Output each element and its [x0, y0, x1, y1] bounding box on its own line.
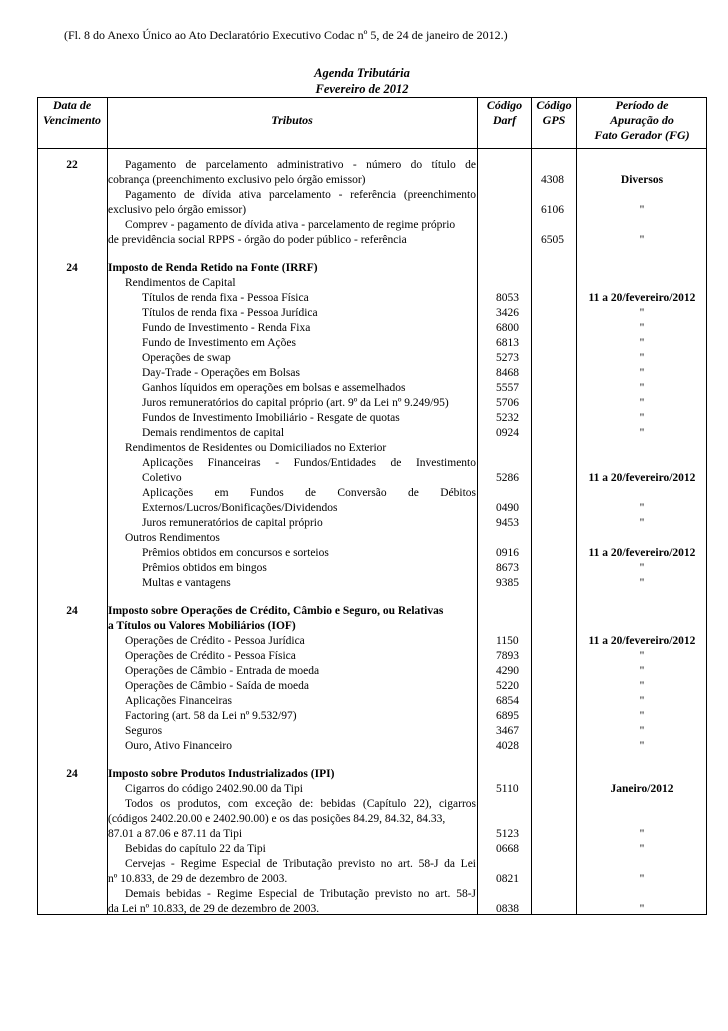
tributo-text: Títulos de renda fixa - Pessoa Jurídica: [142, 307, 318, 319]
tributo-text: Day-Trade - Operações em Bolsas: [142, 367, 300, 379]
tributo-text: Demais bebidas - Regime Especial de Tributação previsto no art. 58-J: [125, 888, 476, 900]
tributo-text: Aplicações Financeiras - Fundos/Entidades de Investimento: [142, 457, 476, 469]
periodo-apuracao: ": [639, 710, 645, 722]
darf-code: 1150: [496, 635, 519, 647]
periodo-apuracao: 11 a 20/fevereiro/2012: [588, 292, 696, 304]
tributo-text: Operações de swap: [142, 352, 231, 364]
darf-code: 8468: [496, 367, 519, 379]
due-day: 24: [66, 768, 78, 780]
periodo-apuracao: ": [639, 337, 645, 349]
periodo-apuracao: ": [639, 367, 645, 379]
tributo-text: Operações de Câmbio - Entrada de moeda: [125, 665, 320, 677]
darf-code: 6895: [496, 710, 519, 722]
periodo-apuracao: ": [639, 843, 645, 855]
darf-code: 5273: [496, 352, 519, 364]
col-vencimento-header: Data de Vencimento: [42, 98, 101, 127]
column-divider: [576, 97, 577, 915]
tributo-text: Rendimentos de Residentes ou Domiciliados no Exterior: [125, 442, 387, 454]
tributo-text: Fundos de Investimento Imobiliário - Resgate de quotas: [142, 412, 400, 424]
darf-code: 6800: [496, 322, 519, 334]
tributo-text: Rendimentos de Capital: [125, 277, 236, 289]
darf-code: 8673: [496, 562, 519, 574]
gps-code: 6505: [541, 234, 564, 246]
tributo-text: nº 10.833, de 29 de dezembro de 2003.: [108, 873, 288, 885]
periodo-apuracao: Janeiro/2012: [610, 783, 674, 795]
tributo-text: exclusivo pelo órgão emissor): [108, 204, 247, 216]
darf-code: 5110: [496, 783, 519, 795]
periodo-apuracao: ": [639, 427, 645, 439]
tributo-text: cobrança (preenchimento exclusivo pelo órgão emissor): [108, 174, 366, 186]
periodo-apuracao: ": [639, 740, 645, 752]
periodo-apuracao: ": [639, 204, 645, 216]
tributo-text: Aplicações Financeiras: [125, 695, 232, 707]
due-day: 24: [66, 605, 78, 617]
tributo-text: 87.01 a 87.06 e 87.11 da Tipi: [108, 828, 243, 840]
darf-code: 6813: [496, 337, 519, 349]
col-gps-header: Código GPS: [536, 98, 572, 127]
due-day: 24: [66, 262, 78, 274]
periodo-apuracao: ": [639, 562, 645, 574]
document-subtitle: Fevereiro de 2012: [315, 82, 409, 96]
tributo-text: Cigarros do código 2402.90.00 da Tipi: [125, 783, 303, 795]
tributo-text: Pagamento de parcelamento administrativo - número do título de: [125, 159, 476, 171]
tributo-text: Prêmios obtidos em bingos: [142, 562, 267, 574]
tributo-text: (códigos 2402.20.00 e 2402.90.00) e os das posições 84.29, 84.32, 84.33,: [108, 813, 446, 825]
tributo-text: Juros remuneratórios do capital próprio (art. 9º da Lei nº 9.249/95): [142, 397, 449, 409]
darf-code: 0838: [496, 903, 519, 915]
darf-code: 5123: [496, 828, 519, 840]
tributo-text: de previdência social RPPS - órgão do poder público - referência: [108, 234, 407, 246]
darf-code: 7893: [496, 650, 519, 662]
due-day: 22: [66, 159, 78, 171]
tributo-text: Juros remuneratórios de capital próprio: [142, 517, 323, 529]
periodo-apuracao: ": [639, 397, 645, 409]
darf-code: 4028: [496, 740, 519, 752]
darf-code: 5286: [496, 472, 519, 484]
tributo-text: Coletivo: [142, 472, 182, 484]
document-title: Agenda Tributária: [314, 66, 410, 80]
periodo-apuracao: ": [639, 352, 645, 364]
tributo-text: Títulos de renda fixa - Pessoa Física: [142, 292, 309, 304]
periodo-apuracao: ": [639, 412, 645, 424]
column-divider: [107, 97, 108, 915]
tributo-text: Pagamento de dívida ativa parcelamento - referência (preenchimento: [125, 189, 476, 201]
periodo-apuracao: ": [639, 577, 645, 589]
darf-code: 9453: [496, 517, 519, 529]
tributo-text: Aplicações em Fundos de Conversão de Débitos: [142, 487, 476, 499]
periodo-apuracao: ": [639, 502, 645, 514]
tributo-text: Outros Rendimentos: [125, 532, 220, 544]
col-periodo-header: Período de Apuração do Fato Gerador (FG): [594, 98, 690, 142]
darf-code: 5232: [496, 412, 519, 424]
tributo-text: Operações de Crédito - Pessoa Física: [125, 650, 296, 662]
periodo-apuracao: ": [639, 873, 645, 885]
tributo-text: Imposto sobre Operações de Crédito, Câmbio e Seguro, ou Relativas: [108, 605, 444, 617]
periodo-apuracao: ": [639, 828, 645, 840]
periodo-apuracao: ": [639, 695, 645, 707]
gps-code: 4308: [541, 174, 564, 186]
darf-code: 0490: [496, 502, 519, 514]
tributo-text: Operações de Câmbio - Saída de moeda: [125, 680, 309, 692]
tributo-text: Comprev - pagamento de dívida ativa - parcelamento de regime próprio: [125, 219, 456, 231]
tributo-text: Ganhos líquidos em operações em bolsas e assemelhados: [142, 382, 406, 394]
periodo-apuracao: 11 a 20/fevereiro/2012: [588, 635, 696, 647]
tributo-text: Fundo de Investimento - Renda Fixa: [142, 322, 311, 334]
header-note: (Fl. 8 do Anexo Único ao Ato Declaratório Executivo Codac nº 5, de 24 de janeiro de 2012.): [64, 28, 508, 42]
periodo-apuracao: ": [639, 680, 645, 692]
tributo-text: Externos/Lucros/Bonificações/Dividendos: [142, 502, 338, 514]
darf-code: 4290: [496, 665, 519, 677]
periodo-apuracao: ": [639, 517, 645, 529]
darf-code: 5220: [496, 680, 519, 692]
tributo-text: Imposto de Renda Retido na Fonte (IRRF): [108, 262, 318, 274]
tributo-text: Cervejas - Regime Especial de Tributação previsto no art. 58-J da Lei: [125, 858, 476, 870]
tributo-text: Bebidas do capítulo 22 da Tipi: [125, 843, 266, 855]
col-darf-header: Código Darf: [486, 98, 523, 127]
darf-code: 9385: [496, 577, 519, 589]
periodo-apuracao: ": [639, 382, 645, 394]
periodo-apuracao: ": [639, 322, 645, 334]
darf-code: 0916: [496, 547, 519, 559]
darf-code: 0821: [496, 873, 519, 885]
tributo-text: Operações de Crédito - Pessoa Jurídica: [125, 635, 305, 647]
tributo-text: Prêmios obtidos em concursos e sorteios: [142, 547, 329, 559]
tributo-text: Factoring (art. 58 da Lei nº 9.532/97): [125, 710, 297, 722]
darf-code: 8053: [496, 292, 519, 304]
darf-code: 5706: [496, 397, 519, 409]
periodo-apuracao: ": [639, 665, 645, 677]
darf-code: 5557: [496, 382, 519, 394]
periodo-apuracao: ": [639, 650, 645, 662]
header-divider: [37, 148, 707, 149]
tributo-text: Seguros: [125, 725, 163, 737]
periodo-apuracao: ": [639, 725, 645, 737]
tributo-text: Ouro, Ativo Financeiro: [125, 740, 232, 752]
tributo-text: a Títulos ou Valores Mobiliários (IOF): [108, 620, 296, 632]
gps-code: 6106: [541, 204, 564, 216]
column-divider: [477, 97, 478, 915]
periodo-apuracao: ": [639, 234, 645, 246]
darf-code: 0668: [496, 843, 519, 855]
darf-code: 3467: [496, 725, 519, 737]
periodo-apuracao: Diversos: [620, 174, 664, 186]
tributo-text: Demais rendimentos de capital: [142, 427, 285, 439]
darf-code: 0924: [496, 427, 519, 439]
tributo-text: Multas e vantagens: [142, 577, 231, 589]
tributo-text: Todos os produtos, com exceção de: bebidas (Capítulo 22), cigarros: [125, 798, 476, 810]
tributo-text: Imposto sobre Produtos Industrializados (IPI): [108, 768, 335, 780]
darf-code: 3426: [496, 307, 519, 319]
column-divider: [531, 97, 532, 915]
periodo-apuracao: 11 a 20/fevereiro/2012: [588, 547, 696, 559]
periodo-apuracao: ": [639, 903, 645, 915]
tributo-text: Fundo de Investimento em Ações: [142, 337, 296, 349]
darf-code: 6854: [496, 695, 519, 707]
tributo-text: da Lei nº 10.833, de 29 de dezembro de 2003.: [108, 903, 320, 915]
periodo-apuracao: ": [639, 307, 645, 319]
periodo-apuracao: 11 a 20/fevereiro/2012: [588, 472, 696, 484]
col-tributos-header: Tributos: [271, 113, 313, 127]
